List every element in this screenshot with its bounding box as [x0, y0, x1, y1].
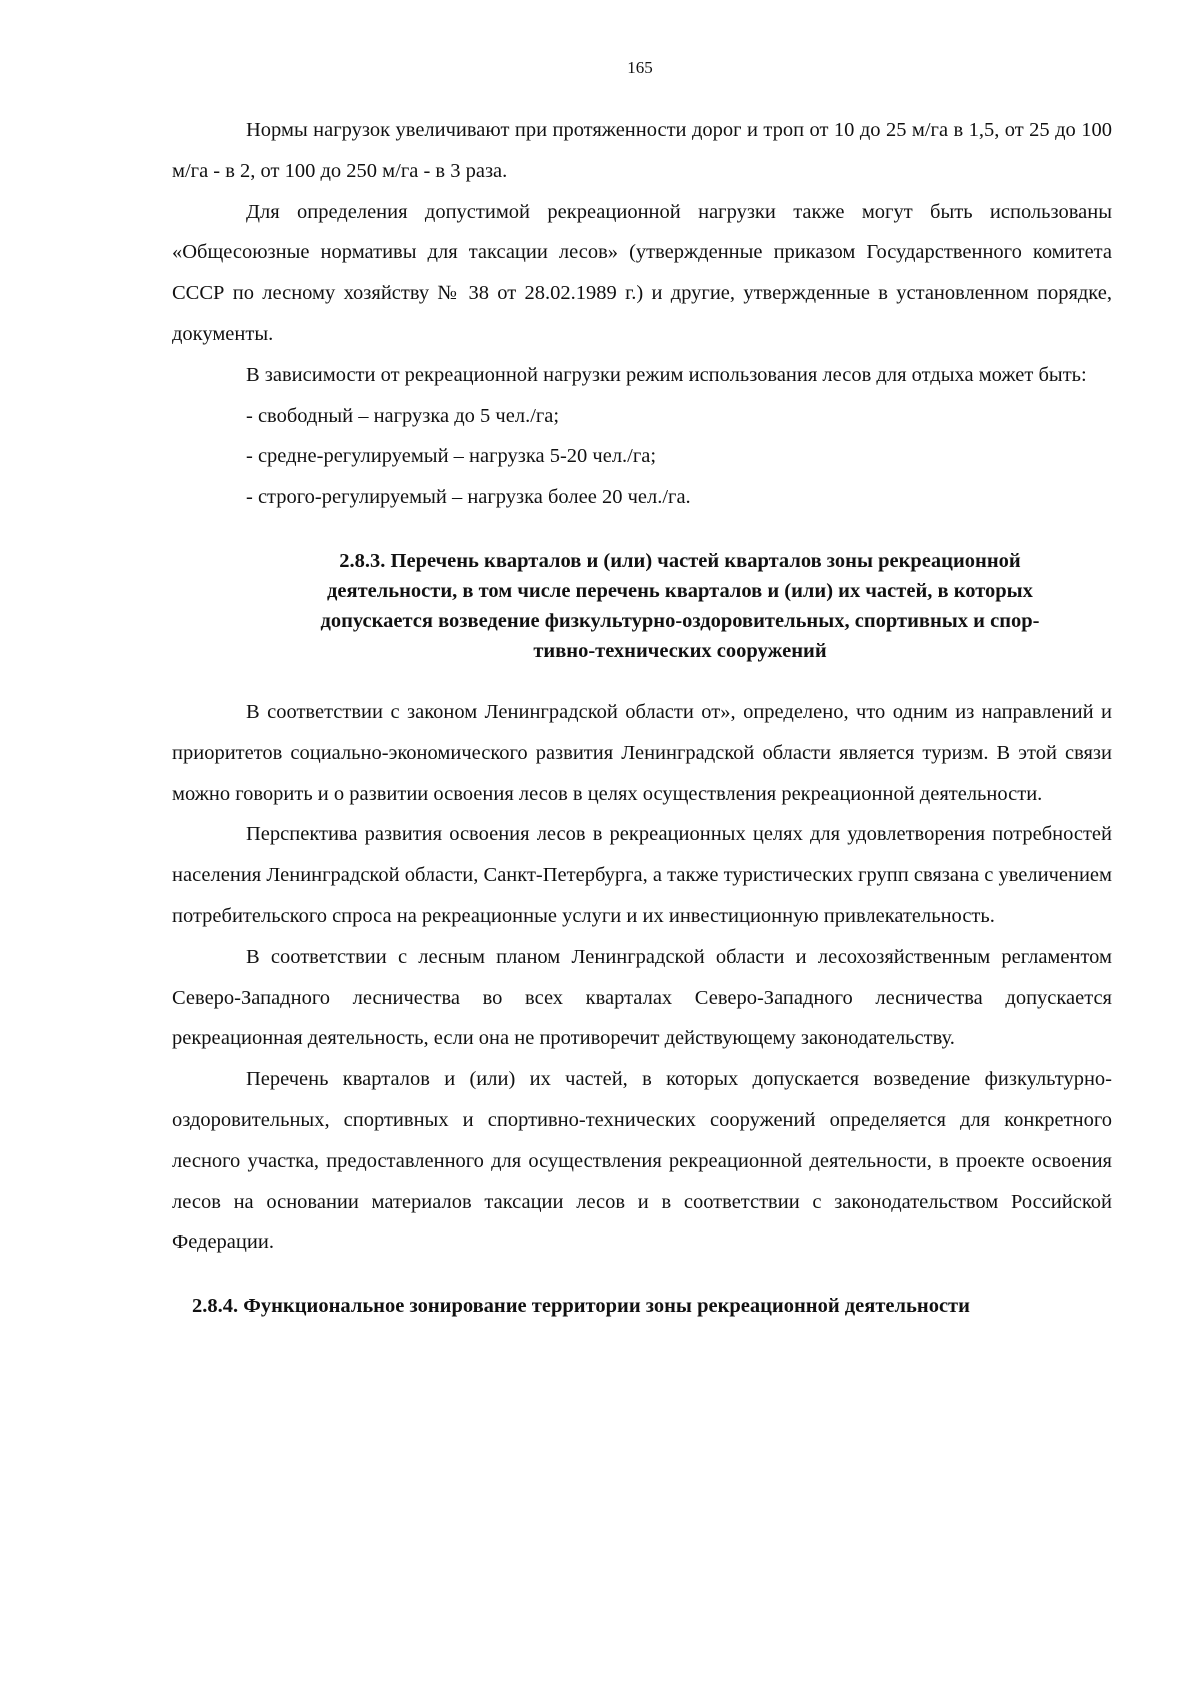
- list-item: - свободный – нагрузка до 5 чел./га;: [246, 404, 560, 427]
- page-body: [172, 110, 1112, 1321]
- list-item: - средне-регулируемый – нагрузка 5-20 чел./га;: [246, 445, 657, 468]
- regime-list: [172, 396, 1112, 518]
- section-heading-2-8-3: [172, 546, 1112, 666]
- list-item: - строго-регулируемый – нагрузка более 20 чел./га.: [246, 486, 691, 509]
- paragraph-quarters-list: Перечень кварталов и (или) их частей, в которых допускается возведение физкультурно-оздоровительных, спортивных и спортивно-технических сооружений определяется для конкретного лесного участка, предоставленного для осуществления рекреационной деятельности, в проекте освоения лесов на основании материалов таксации лесов и в соответствии с законодательством Российской Федерации.: [172, 1068, 1112, 1254]
- heading-line: деятельности, в том числе перечень кварталов и (или) их частей, в которых: [327, 579, 1033, 602]
- paragraph-regime-intro: В зависимости от рекреационной нагрузки режим использования лесов для отдыха может быть:: [246, 363, 1087, 386]
- heading-line: тивно-технических сооружений: [533, 639, 827, 662]
- section-heading-2-8-4: 2.8.4. Функциональное зонирование территории зоны рекреационной деятельности: [192, 1295, 970, 1318]
- heading-line: допускается возведение физкультурно-оздоровительных, спортивных и спор-: [320, 609, 1040, 632]
- heading-line: 2.8.3. Перечень кварталов и (или) частей кварталов зоны рекреационной: [339, 549, 1021, 572]
- paragraph-normatives: Для определения допустимой рекреационной нагрузки также могут быть использованы «Общесоюзные нормативы для таксации лесов» (утвержденные приказом Государственного комитета СССР по лесному хозяйству № 38 от 28.02.1989 г.) и другие, утвержденные в установленном порядке, документы.: [172, 200, 1112, 345]
- paragraph-tourism-priority: В соответствии с законом Ленинградской области от», определено, что одним из направлений и приоритетов социально-экономического развития Ленинградской области является туризм. В этой связи можно говорить и о развитии освоения лесов в целях осуществления рекреационной деятельности.: [172, 700, 1112, 805]
- paragraph-load-norms: Нормы нагрузок увеличивают при протяженности дорог и троп от 10 до 25 м/га в 1,5, от 25 до 100 м/га - в 2, от 100 до 250 м/га - в 3 раза.: [172, 119, 1112, 182]
- paragraph-forest-plan: В соответствии с лесным планом Ленинградской области и лесохозяйственным регламентом Северо-Западного лесничества во всех кварталах Северо-Западного лесничества допускается рекреационная деятельность, если она не противоречит действующему законодательству.: [172, 945, 1112, 1050]
- page-number: 165: [627, 58, 653, 77]
- paragraph-development-perspective: Перспектива развития освоения лесов в рекреационных целях для удовлетворения потребностей населения Ленинградской области, Санкт-Петербурга, а также туристических групп связана с увеличением потребительского спроса на рекреационные услуги и их инвестиционную привлекательность.: [172, 823, 1112, 927]
